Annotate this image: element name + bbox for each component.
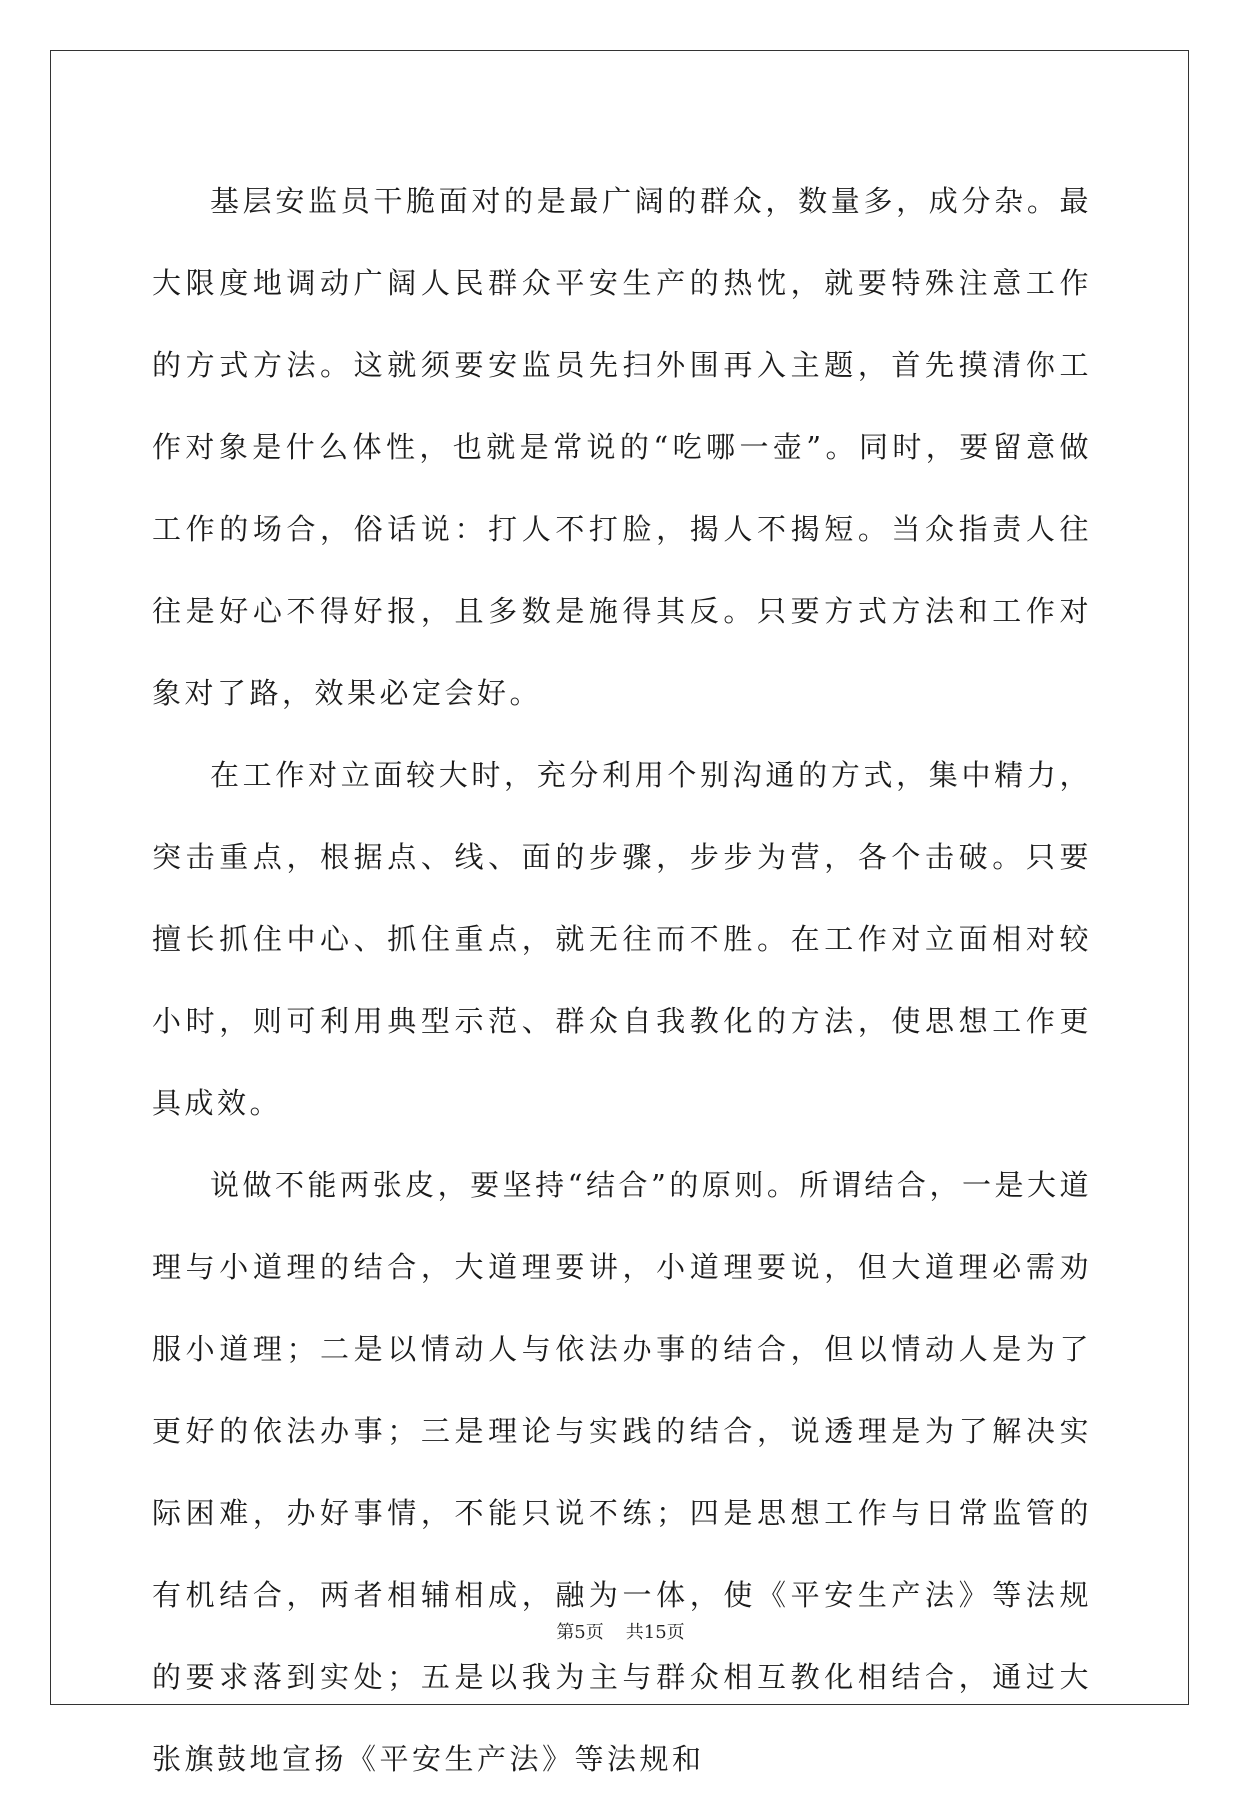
page-footer	[0, 1618, 1241, 1644]
paragraph: 基层安监员干脆面对的是最广阔的群众，数量多，成分杂。最大限度地调动广阔人民群众平安生产的热忱，就要特殊注意工作的方式方法。这就须要安监员先扫外围再入主题，首先摸清你工作对象是什么体性，也就是常说的“吃哪一壶”。同时，要留意做工作的场合，俗话说：打人不打脸，揭人不揭短。当众指责人往往是好心不得好报，且多数是施得其反。只要方式方法和工作对象对了路，效果必定会好。	[152, 184, 1092, 710]
paragraph: 说做不能两张皮，要坚持“结合”的原则。所谓结合，一是大道理与小道理的结合，大道理要讲，小道理要说，但大道理必需劝服小道理；二是以情动人与依法办事的结合，但以情动人是为了更好的依法办事；三是理论与实践的结合，说透理是为了解决实际困难，办好事情，不能只说不练；四是思想工作与日常监管的有机结合，两者相辅相成，融为一体，使《平安生产法》等法规的要求落到实处；五是以我为主与群众相互教化相结合，通过大张旗鼓地宣扬《平安生产法》等法规和	[152, 1168, 1092, 1776]
page-total: 共15页	[625, 1622, 685, 1643]
paragraph: 在工作对立面较大时，充分利用个别沟通的方式，集中精力，突击重点，根据点、线、面的步骤，步步为营，各个击破。只要擅长抓住中心、抓住重点，就无往而不胜。在工作对立面相对较小时，则可利用典型示范、群众自我教化的方法，使思想工作更具成效。	[152, 758, 1092, 1120]
document-body	[152, 160, 1092, 1800]
page-number: 第5页	[556, 1622, 604, 1643]
